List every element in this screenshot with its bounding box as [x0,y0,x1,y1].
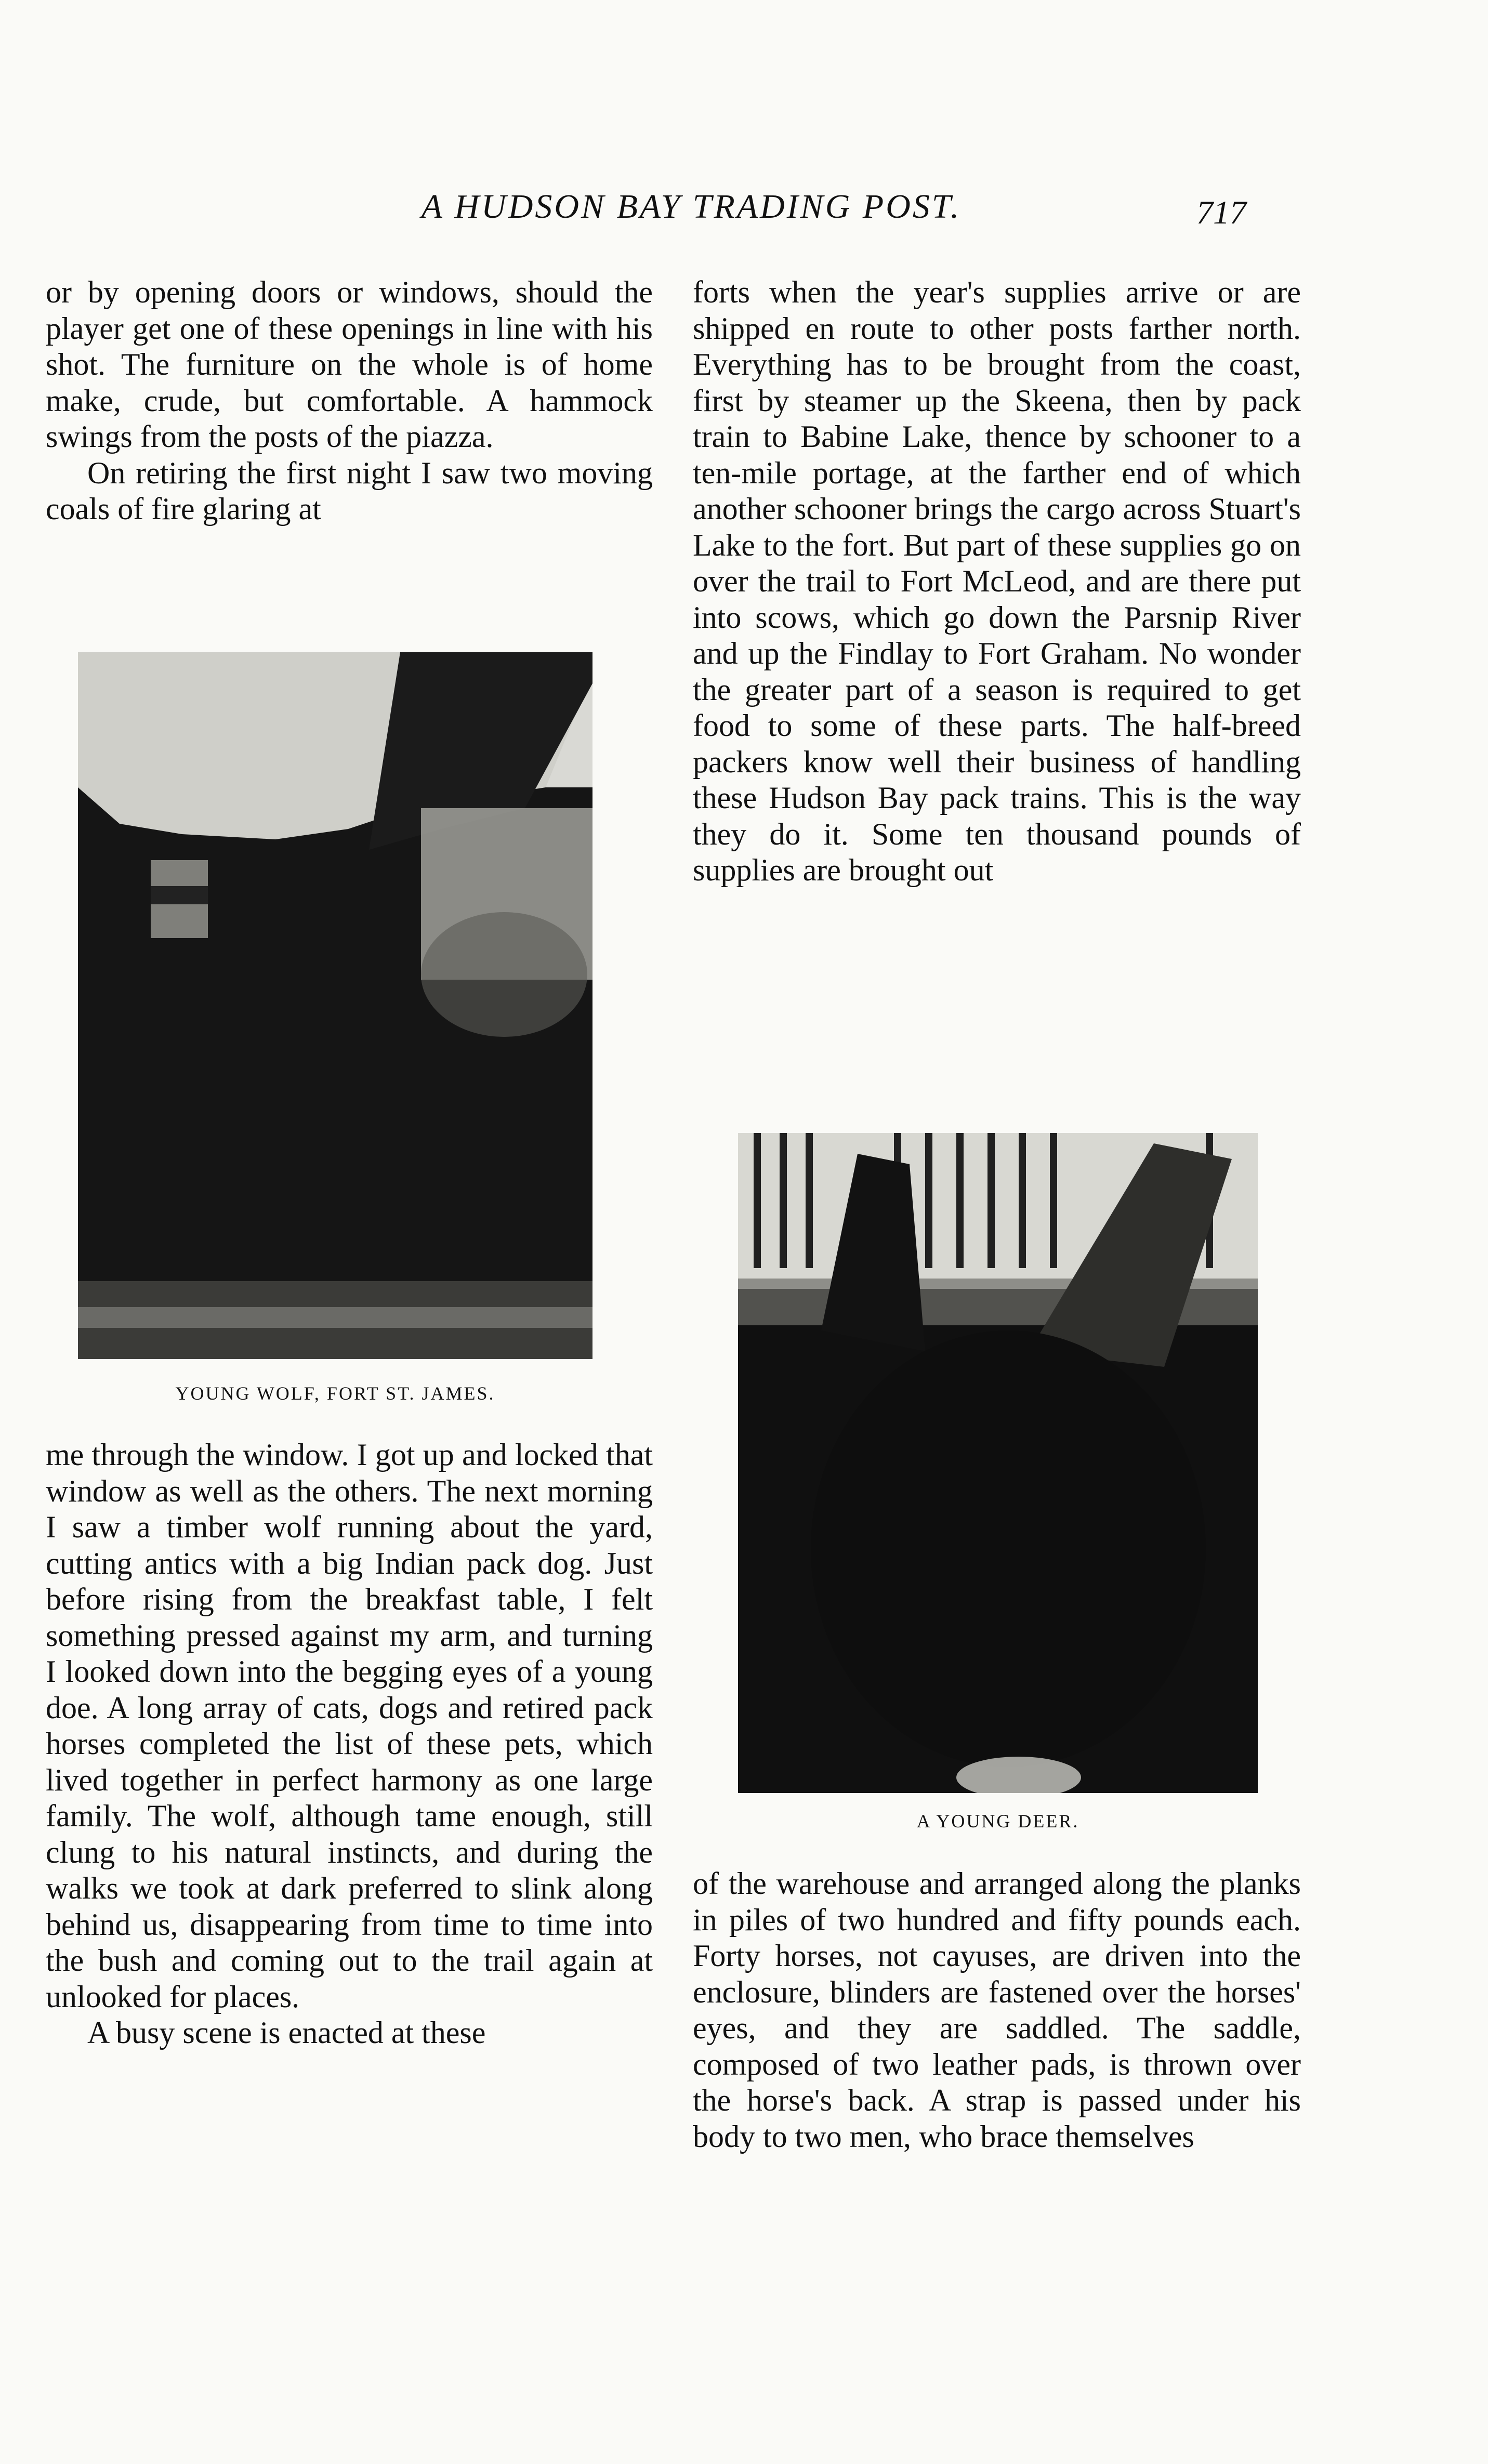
deer-photo-image [738,1133,1258,1793]
figure-caption-deer: A YOUNG DEER. [916,1811,1079,1831]
paragraph: On retiring the first night I saw two moving coals of fire glaring at [46,455,653,526]
right-column-bottom-text [693,1866,1301,2155]
young-wolf-photo [78,652,592,1359]
paragraph: A busy scene is enacted at these [87,2015,486,2050]
left-column-top-text [46,274,653,528]
page-number: 717 [1196,194,1246,231]
left-column-bottom-text [46,1437,653,2051]
wolf-photo-image [78,652,592,1359]
paragraph: me through the window. I got up and locked that window as well as the others. The next morning I saw a timber wolf running about the yard, cutting antics with a big Indian pack dog. Just before rising from the breakfast table, I felt something pressed against my arm, and turning I looked down into the begging eyes of a young doe. A long array of cats, dogs and retired pack horses completed the list of these pets, which lived together in perfect harmony as one large family. The wolf, although tame enough, still clung to his natural instincts, and during the walks we took at dark preferred to slink along behind us, disappearing from time to time into the bush and coming out to the trail again at unlooked for places. [46,1438,653,2014]
right-column-top-text [693,274,1301,889]
figure-caption-wolf: YOUNG WOLF, FORT ST. JAMES. [175,1383,495,1404]
paragraph: forts when the year's supplies arrive or are shipped en route to other posts farther north. Everything has to be brought from the coast, first by steamer up the Skeena, then by pack train to Babine Lake, thence by schooner to a ten-mile portage, at the farther end of which another schooner brings the cargo across Stuart's Lake to the fort. But part of these supplies go on over the trail to Fort McLeod, and are there put into scows, which go down the Parsnip River and up the Findlay to Fort Graham. No wonder the greater part of a season is required to get food to some of these parts. The half-breed packers know well their business of handling these Hudson Bay pack trains. This is the way they do it. Some ten thousand pounds of supplies are brought out [693,275,1301,887]
paragraph: of the warehouse and arranged along the planks in piles of two hundred and fifty pounds each. Forty horses, not cayuses, are driven into the enclosure, blinders are fastened over the horses' eyes, and they are saddled. The saddle, composed of two leather pads, is thrown over the horse's back. A strap is passed under his body to two men, who brace themselves [693,1866,1301,2154]
young-deer-photo [738,1133,1258,1793]
paragraph: or by opening doors or windows, should the player get one of these openings in line with his shot. The furniture on the whole is of home make, crude, but comfortable. A hammock swings from the posts of the piazza. [46,275,653,454]
running-title: A HUDSON BAY TRADING POST. [421,188,962,226]
